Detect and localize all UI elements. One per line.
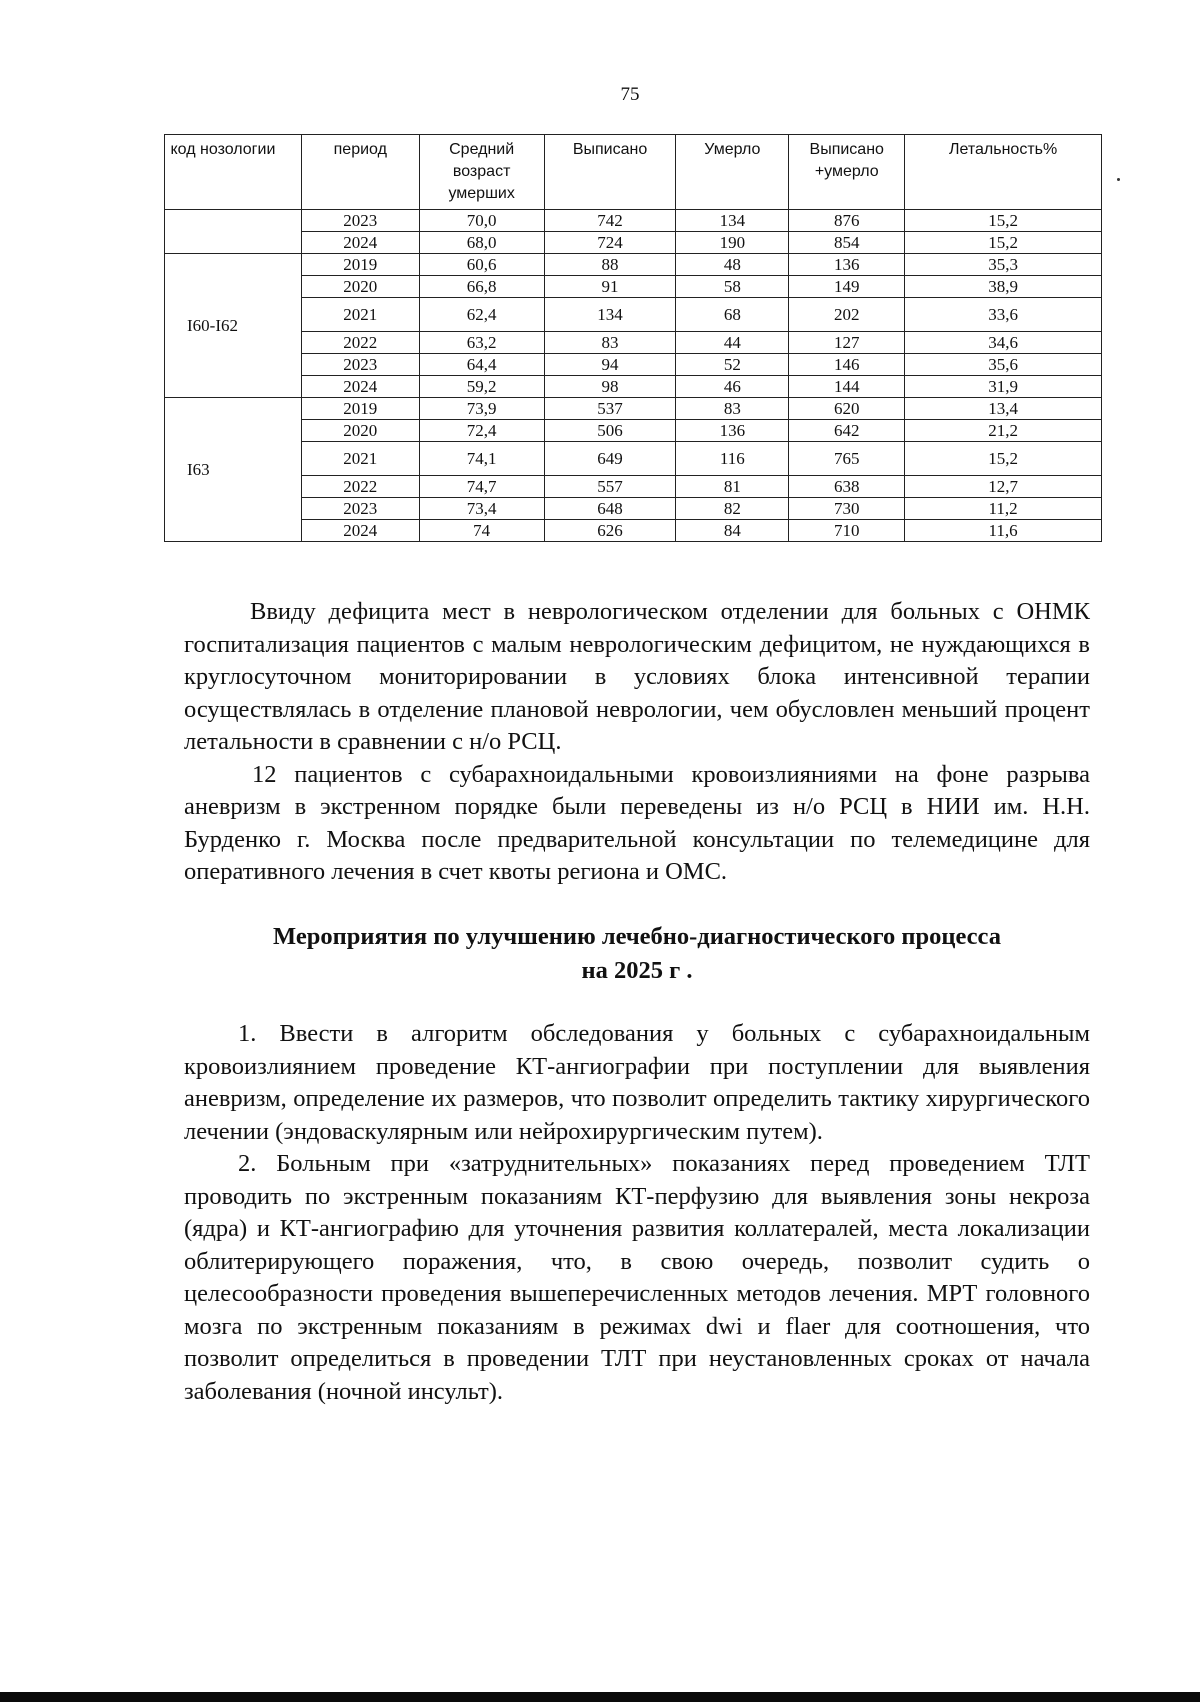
table-cell: 2021 [301,442,419,476]
table-cell: 642 [789,420,905,442]
header-mortality: Летальность% [905,135,1102,210]
table-cell: 11,6 [905,520,1102,542]
table-cell: 127 [789,332,905,354]
table-row [165,420,1102,442]
table-cell: 2022 [301,476,419,498]
table-cell: 84 [676,520,789,542]
list-item-2: 2. Больным при «затруднительных» показаниях перед проведением ТЛТ проводить по экстренным показаниям КТ-перфузию для выявления зоны некроза (ядра) и КТ-ангиографию для уточнения развития коллатералей, места локализации облитерирующего поражения, что, в свою очередь, позволит судить о целесообразности проведения вышеперечисленных методов лечения. МРТ головного мозга по экстренным показаниям в режимах dwi и flaer для соотношения, что позволит определиться в проведении ТЛТ при неустановленных сроках от начала заболевания (ночной инсульт). [184,1150,1090,1405]
table-cell: 190 [676,232,789,254]
table-cell: 710 [789,520,905,542]
table-row [165,376,1102,398]
table-cell: 31,9 [905,376,1102,398]
table-cell: 81 [676,476,789,498]
table-cell: 537 [544,398,676,420]
section-heading [184,920,1090,988]
table-row [165,210,1102,232]
table-row [165,332,1102,354]
list-item-1: 1. Ввести в алгоритм обследования у больных с субарахноидальным кровоизлиянием проведение КТ-ангиографии при поступлении для выявления аневризм, определение их размеров, что позволит определить тактику хирургического лечении (эндоваскулярным или нейрохирургическим путем). [184,1020,1090,1145]
table-cell: 2019 [301,254,419,276]
nosology-code-cell [165,210,302,254]
scan-border [0,1692,1200,1702]
paragraph-1: Ввиду дефицита мест в неврологическом отделении для больных с ОНМК госпитализация пациентов с малым неврологическим дефицитом, не нуждающихся в круглосуточном мониторировании в условиях блока интенсивной терапии осуществлялась в отделение плановой неврологии, чем обусловлен меньший процент летальности в сравнении с н/о РСЦ. [184,598,1090,755]
paragraph-2: 12 пациентов с субарахноидальными кровоизлияниями на фоне разрыва аневризм в экстренном порядке были переведены из н/о РСЦ в НИИ им. Н.Н. Бурденко г. Москва после предварительной консультации по телемедицине для оперативного лечения в счет квоты региона и ОМС. [184,760,1090,885]
header-code: код нозологии [165,135,302,210]
table-cell: 63,2 [419,332,544,354]
table-cell: 12,7 [905,476,1102,498]
table-cell: 11,2 [905,498,1102,520]
nosology-code-cell: I63 [165,398,302,542]
table-cell: 854 [789,232,905,254]
table-cell: 60,6 [419,254,544,276]
heading-line-2: на 2025 г . [581,957,693,984]
table-cell: 74 [419,520,544,542]
table-cell: 88 [544,254,676,276]
table-cell: 2024 [301,232,419,254]
action-list [184,1018,1090,1408]
table-cell: 2023 [301,498,419,520]
table-cell: 83 [676,398,789,420]
table-row [165,254,1102,276]
table-cell: 134 [676,210,789,232]
table-cell: 98 [544,376,676,398]
table-cell: 765 [789,442,905,476]
table-row [165,354,1102,376]
table-cell: 15,2 [905,232,1102,254]
table-cell: 68,0 [419,232,544,254]
header-discharged: Выписано [544,135,676,210]
table-row [165,298,1102,332]
table-cell: 33,6 [905,298,1102,332]
header-avg-age: Средний возраст умерших [419,135,544,210]
table-cell: 70,0 [419,210,544,232]
table-cell: 134 [544,298,676,332]
table-cell: 648 [544,498,676,520]
table-cell: 34,6 [905,332,1102,354]
header-period: период [301,135,419,210]
table-row [165,276,1102,298]
body-text [184,596,1090,889]
table-cell: 83 [544,332,676,354]
heading-line-1: Мероприятия по улучшению лечебно-диагностического процесса [273,923,1001,950]
table-cell: 73,4 [419,498,544,520]
table-cell: 94 [544,354,676,376]
table-cell: 2024 [301,376,419,398]
table-cell: 59,2 [419,376,544,398]
table-cell: 52 [676,354,789,376]
table-row [165,476,1102,498]
table-cell: 730 [789,498,905,520]
table-cell: 2021 [301,298,419,332]
table-cell: 73,9 [419,398,544,420]
table-header-row [165,135,1102,210]
table-cell: 35,6 [905,354,1102,376]
table-cell: 64,4 [419,354,544,376]
table-cell: 58 [676,276,789,298]
table-cell: 146 [789,354,905,376]
table-cell: 2023 [301,210,419,232]
mortality-table [164,134,1102,542]
table-cell: 66,8 [419,276,544,298]
table-row [165,520,1102,542]
table-row [165,232,1102,254]
scan-speck [1117,178,1120,181]
nosology-code-cell: I60-I62 [165,254,302,398]
table-cell: 13,4 [905,398,1102,420]
table-cell: 35,3 [905,254,1102,276]
table-cell: 15,2 [905,442,1102,476]
header-discharged-died: Выписано +умерло [789,135,905,210]
table-cell: 82 [676,498,789,520]
table-cell: 2022 [301,332,419,354]
table-cell: 557 [544,476,676,498]
table-cell: 649 [544,442,676,476]
table-cell: 638 [789,476,905,498]
table-row [165,498,1102,520]
table-cell: 68 [676,298,789,332]
page-number: 75 [620,84,640,105]
table-cell: 74,1 [419,442,544,476]
table-row [165,398,1102,420]
table-cell: 136 [789,254,905,276]
table-cell: 202 [789,298,905,332]
table-cell: 72,4 [419,420,544,442]
table-cell: 74,7 [419,476,544,498]
table-cell: 2024 [301,520,419,542]
table-cell: 626 [544,520,676,542]
table-cell: 2023 [301,354,419,376]
header-died: Умерло [676,135,789,210]
table-cell: 724 [544,232,676,254]
table-cell: 46 [676,376,789,398]
table-cell: 48 [676,254,789,276]
table-cell: 116 [676,442,789,476]
table-cell: 15,2 [905,210,1102,232]
table-row [165,442,1102,476]
table-cell: 21,2 [905,420,1102,442]
table-cell: 38,9 [905,276,1102,298]
table-cell: 91 [544,276,676,298]
table-cell: 44 [676,332,789,354]
table-cell: 742 [544,210,676,232]
table-cell: 620 [789,398,905,420]
table-cell: 876 [789,210,905,232]
table-cell: 2020 [301,276,419,298]
table-cell: 144 [789,376,905,398]
table-cell: 149 [789,276,905,298]
table-cell: 136 [676,420,789,442]
table-cell: 2019 [301,398,419,420]
table-cell: 506 [544,420,676,442]
table-cell: 62,4 [419,298,544,332]
table-cell: 2020 [301,420,419,442]
